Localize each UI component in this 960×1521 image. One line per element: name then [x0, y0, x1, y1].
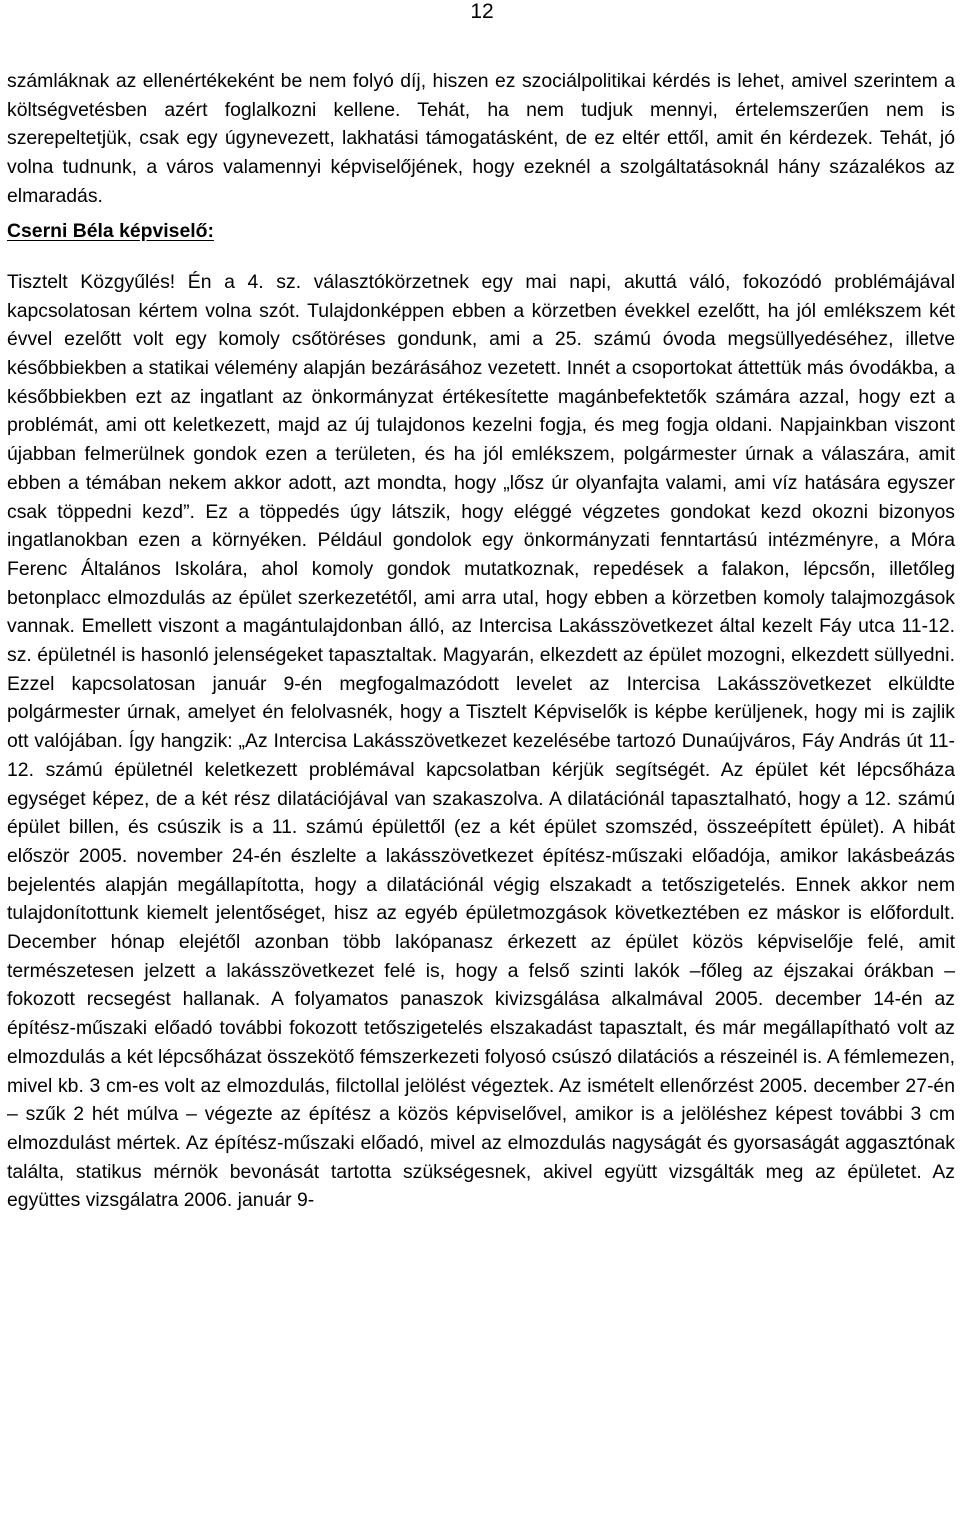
paragraph-speech: Tisztelt Közgyűlés! Én a 4. sz. választókörzetnek egy mai napi, akuttá váló, fokozódó problémájával kapcsolatosan kértem volna szót. Tulajdonképpen ebben a körzetben évekkel ezelőtt, ha jól emlékszem két évvel ezelőtt volt egy komoly csőtöréses gondunk, ami a 25. számú óvoda megsüllyedéséhez, illetve későbbiekben a statikai vélemény alapján bezárásához vezetett. Innét a csoportokat áttettük más óvodákba, a későbbiekben ezt az ingatlant az önkormányzat értékesítette magánbefektetők számára azzal, hogy ezt a problémát, ami ott keletkezett, majd az új tulajdonos kezelni fogja, és meg fogja oldani. Napjainkban viszont újabban felmerülnek gondok ezen a területen, és ha jól emlékszem, polgármester úrnak a válaszára, amit ebben a témában nekem akkor adott, azt mondta, hogy „lősz úr olyanfajta valami, ami víz hatására egyszer csak töppedni kezd”. Ez a töppedés úgy látszik, hogy eléggé végzetes gondokat kezd okozni bizonyos ingatlanokban ezen a környéken. Például gondolok egy önkormányzati fenntartású intézményre, a Móra Ferenc Általános Iskolára, ahol komoly gondok mutatkoznak, repedések a falakon, lépcsőn, illetőleg betonplacc elmozdulás az épület szerkezetétől, ami arra utal, hogy ebben a körzetben komoly talajmozgások vannak. Emellett viszont a magántulajdonban álló, az Intercisa Lakásszövetkezet által kezelt Fáy utca 11-12. sz. épületnél is hasonló jelenségeket tapasztaltak. Magyarán, elkezdett az épület mozogni, elkezdett süllyedni. Ezzel kapcsolatosan január 9-én megfogalmazódott levelet az Intercisa Lakásszövetkezet elküldte polgármester úrnak, amelyet én felolvasnék, hogy a Tisztelt Képviselők is képbe kerüljenek, hogy mi is zajlik ott valójában. Így hangzik: „Az Intercisa Lakásszövetkezet kezelésébe tartozó Dunaújváros, Fáy András út 11-12. számú épületnél keletkezett problémával kapcsolatban kérjük segítségét. Az épület két lépcsőháza egységet képez, de a két rész dilatációjával van szakaszolva. A dilatációnál tapasztalható, hogy a 12. számú épület billen, és csúszik is a 11. számú épülettől (ez a két épület szomszéd, összeépített épület). A hibát először 2005. november 24-én észlelte a lakásszövetkezet építész-műszaki előadója, amikor lakásbeázás bejelentés alapján megállapította, hogy a dilatációnál végig elszakadt a tetőszigetelés. Ennek akkor nem tulajdonítottunk kiemelt jelentőséget, hisz az egyéb épületmozgások következtében ez máskor is előfordult. December hónap elejétől azonban több lakópanasz érkezett az épület közös képviselője felé, amit természetesen jelzett a lakásszövetkezet felé is, hogy a felső szinti lakók –főleg az éjszakai órákban – fokozott recsegést hallanak. A folyamatos panaszok kivizsgálása alkalmával 2005. december 14-én az építész-műszaki előadó további fokozott tetőszigetelés elszakadást tapasztalt, és már megállapítható volt az elmozdulás a két lépcsőházat összekötő fémszerkezeti folyosó csúszó dilatációs a részeinél is. A fémlemezen, mivel kb. 3 cm-es volt az elmozdulás, filctollal jelölést végeztek. Az ismételt ellenőrzést 2005. december 27-én – szűk 2 hét múlva – végezte az építész a közös képviselővel, amikor is a jelöléshez képest további 3 cm elmozdulást mértek. Az építész-műszaki előadó, mivel az elmozdulás nagyságát és gyorsaságát aggasztónak találta, statikus mérnök bevonását tartotta szükségesnek, akivel együtt vizsgálták meg az épületet. Az együttes vizsgálatra 2006. január 9-: [7, 270, 955, 1212]
document-body: [7, 67, 955, 1215]
page-number: 12: [470, 0, 494, 23]
speaker-heading: Cserni Béla képviselő:: [7, 219, 214, 242]
paragraph-intro: számláknak az ellenértékeként be nem folyó díj, hiszen ez szociálpolitikai kérdés is lehet, amivel szerintem a költségvetésben azért foglalkozni kellene. Tehát, ha nem tudjuk mennyi, értelemszerűen nem is szerepeltetjük, csak egy úgynevezett, lakhatási támogatásként, de ez eltér ettől, amit én kérdezek. Tehát, jó volna tudnunk, a város valamennyi képviselőjének, hogy ezeknél a szolgáltatásoknál hány százalékos az elmaradás.: [7, 70, 955, 207]
